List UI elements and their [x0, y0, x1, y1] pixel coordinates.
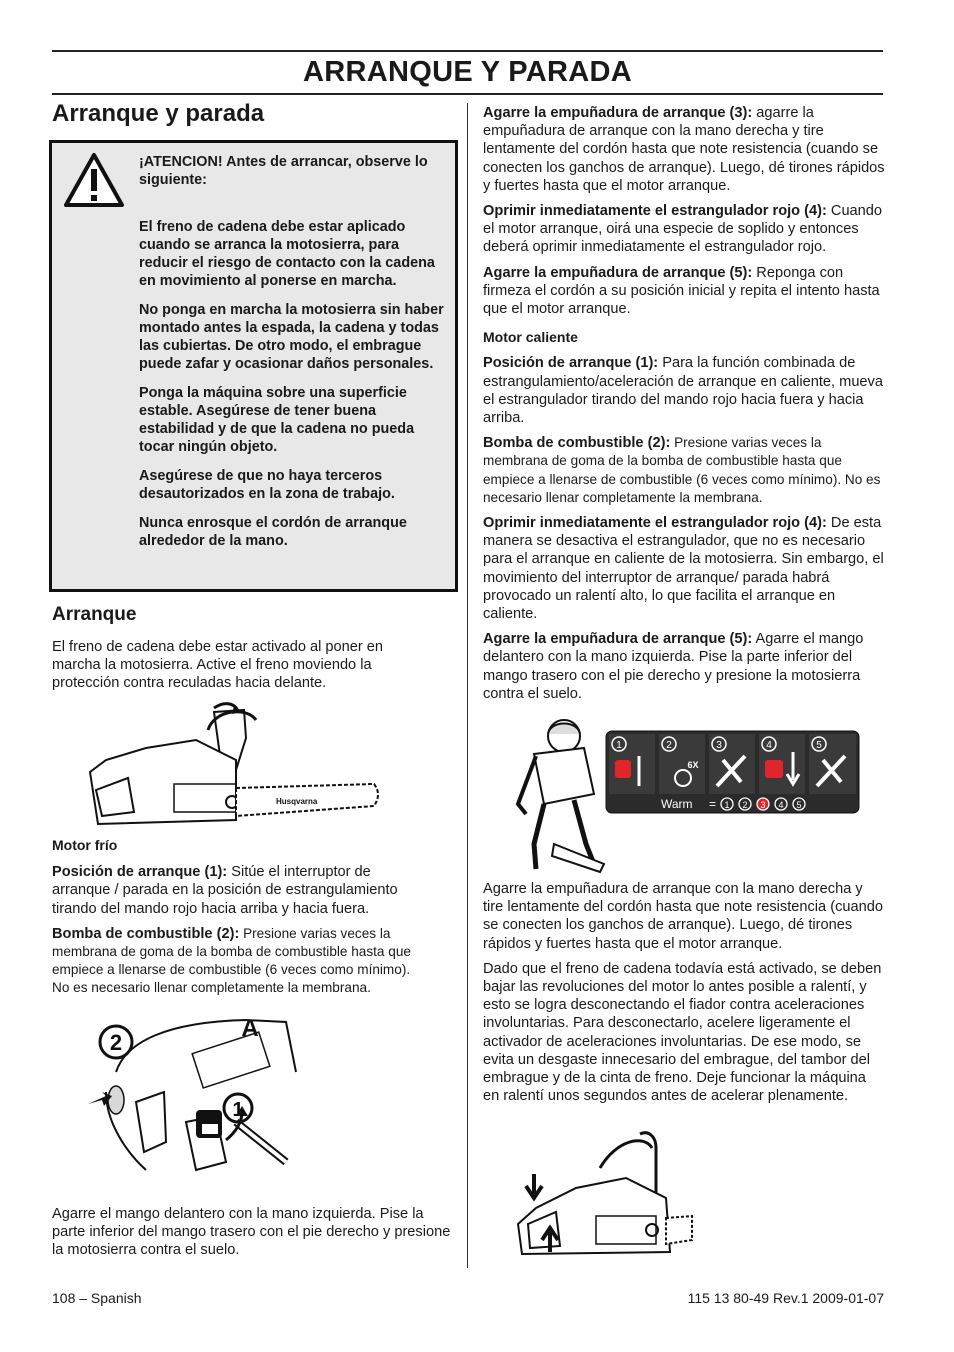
- subsection-title: Arranque: [52, 604, 137, 625]
- paragraph-press-choke: [483, 202, 885, 257]
- paragraph-warm-grip: [483, 630, 885, 703]
- paragraph-fuel-pump: [52, 925, 424, 998]
- decal-step-4: [759, 734, 805, 794]
- label: Oprimir inmediatamente el estrangulador rojo (4):: [483, 515, 827, 532]
- arranque-intro: El freno de cadena debe estar activado al poner en marcha la motosierra. Active el freno moviendo la protección contra reculadas hacia delante.: [52, 639, 384, 692]
- chainsaw-throttle-illustration: [516, 1128, 696, 1258]
- paragraph-grip: Agarre el mango delantero con la mano izquierda. Pise la parte inferior del mango trasero con el pie derecho y presione la motosierra contra el suelo.: [52, 1206, 451, 1259]
- body: agarre la empuñadura de arranque con la mano derecha y tire lentamente del cordón hasta que note resistencia (cuando se conecten los ganchos de arranque). Luego, dé tirones rápidos y fuertes hasta que el motor arranque.: [483, 105, 885, 194]
- page-title: ARRANQUE Y PARADA: [303, 56, 632, 88]
- fig-label-2: 2: [109, 1030, 123, 1055]
- warning-line: Nunca enrosque el cordón de arranque alrededor de la mano.: [139, 515, 407, 549]
- label: Agarre la empuñadura de arranque (5):: [483, 631, 753, 648]
- saw-brand-label: Husqvarna: [276, 797, 318, 806]
- body: Para la función combinada de estrangulamiento/aceleración de arranque en caliente, mueva el estrangulador tirando del mando rojo hacia fuera y hacia arriba.: [483, 355, 883, 427]
- motor-caliente-heading: Motor caliente: [483, 329, 578, 346]
- paragraph-pull-again: [483, 264, 885, 319]
- svg-text:1: 1: [616, 740, 622, 751]
- column-divider: [467, 103, 468, 1268]
- chainsaw-brake-illustration: [86, 700, 386, 832]
- grip-block: [52, 1205, 452, 1260]
- right-column-bottom: [483, 880, 885, 1105]
- motor-frio-heading: Motor frío: [52, 837, 118, 853]
- svg-text:5: 5: [796, 800, 802, 810]
- label: Oprimir inmediatamente el estrangulador rojo (4):: [483, 203, 827, 220]
- svg-text:4: 4: [778, 800, 784, 810]
- body: Presione varias veces la membrana de goma de la bomba de combustible hasta que empiece a llenarse de combustible (6 veces como mínimo). No es necesario llenar completamente la membrana.: [483, 435, 881, 505]
- title-rule: [52, 93, 883, 95]
- choke-primer-illustration: [86, 1012, 308, 1172]
- paragraph-warm-position: [483, 354, 885, 427]
- label: Agarre la empuñadura de arranque (5):: [483, 264, 753, 281]
- decal-step-5: [809, 734, 856, 794]
- top-rule: [52, 50, 883, 52]
- paragraph-warm-choke: [483, 514, 885, 623]
- warning-line: No ponga en marcha la motosierra sin haber montado antes la espada, la cadena y todas las cubiertas. De otro modo, el embrague puede zafar y ocasionar daños personales.: [139, 302, 444, 372]
- label: Agarre la empuñadura de arranque (3):: [483, 105, 753, 121]
- decal-warm-label: Warm: [661, 797, 693, 811]
- start-decal: [605, 730, 860, 814]
- warning-box: [49, 140, 458, 592]
- decal-step-2: [659, 734, 705, 794]
- warning-triangle-icon: [60, 149, 128, 211]
- body: Cuando el motor arranque, oirá una especie de soplido y entonces deberá oprimir inmediatamente el estrangulador rojo.: [483, 203, 883, 256]
- body: Reponga con firmeza el cordón a su posición inicial y repita el intento hasta que el motor arranque.: [483, 264, 880, 318]
- operator-illustration: [514, 714, 606, 876]
- svg-text:2: 2: [742, 800, 748, 810]
- paragraph-idle: Dado que el freno de cadena todavía está activado, se deben bajar las revoluciones del motor lo antes posible a ralentí, y esto se logra desconectando el fiador contra aceleraciones involuntarias. Para desconectarlo, acelere ligeramente el activador de aceleraciones involuntarias. De ese modo, se evita un desgaste innecesario del embrague, del tambor del embrague y de la cinta de freno. Deje funcionar la máquina en ralentí unos segundos antes de acelerar plenamente.: [483, 960, 882, 1105]
- warning-line: Ponga la máquina sobre una superficie estable. Asegúrese de tener buena estabilidad y de que la cadena no pueda tocar ningún objeto.: [139, 385, 415, 455]
- document-id: 115 13 80-49 Rev.1 2009-01-07: [687, 1290, 884, 1306]
- paragraph-pull-slowly: Agarre la empuñadura de arranque con la mano derecha y tire lentamente del cordón hasta que note resistencia (cuando se conecten los ganchos de arranque). Luego, dé tirones rápidos y fuertes hasta que el motor arranque.: [483, 881, 883, 952]
- label: Bomba de combustible (2):: [52, 925, 240, 942]
- svg-text:4: 4: [766, 740, 772, 751]
- motor-frio-block: [52, 836, 424, 998]
- body: Agarre el mango delantero con la mano izquierda. Pise la parte inferior del mango trasero con el pie derecho y presione la motosierra contra el suelo.: [483, 631, 864, 702]
- paragraph-warm-pump: [483, 434, 885, 507]
- svg-text:3: 3: [760, 800, 766, 810]
- svg-text:5: 5: [816, 740, 822, 751]
- warning-text: [139, 153, 449, 561]
- decal-step-1: [609, 734, 655, 794]
- arranque-intro-block: [52, 638, 422, 693]
- label: Bomba de combustible (2):: [483, 435, 671, 452]
- label: Posición de arranque (1):: [52, 864, 228, 881]
- warning-line: ¡ATENCION! Antes de arrancar, observe lo siguiente:: [139, 154, 428, 188]
- body: De esta manera se desactiva el estrangulador, que no es necesario para el arranque en caliente de la motosierra. Sin embargo, el movimiento del interruptor de arranque/ parada habrá provocado un ralentí alto, lo que facilita el arranque en caliente.: [483, 515, 884, 623]
- paragraph-pull-handle: [483, 104, 885, 195]
- right-column-top: [483, 104, 885, 703]
- decal-warm-equals: =: [709, 797, 717, 811]
- svg-text:3: 3: [716, 740, 722, 751]
- svg-text:2: 2: [666, 740, 672, 751]
- section-title: Arranque y parada: [52, 100, 265, 127]
- body: Sitúe el interruptor de arranque / parada en la posición de estrangulamiento tirando del mando rojo hacia arriba y hacia fuera.: [52, 864, 398, 917]
- svg-text:1: 1: [724, 800, 730, 810]
- svg-text:6X: 6X: [687, 760, 699, 770]
- warning-line: El freno de cadena debe estar aplicado cuando se arranca la motosierra, para reducir el riesgo de contacto con la cadena en movimiento al ponerse en marcha.: [139, 219, 435, 289]
- fig-label-1: 1: [232, 1099, 244, 1121]
- fig-label-a: A: [241, 1015, 259, 1042]
- paragraph-start-position: [52, 863, 424, 918]
- body: Presione varias veces la membrana de goma de la bomba de combustible hasta que empiece a llenarse de combustible (6 veces como mínimo). No es necesario llenar completamente la membrana.: [52, 925, 411, 996]
- decal-step-3: [709, 734, 755, 794]
- label: Posición de arranque (1):: [483, 355, 659, 372]
- warning-line: Asegúrese de que no haya terceros desautorizados en la zona de trabajo.: [139, 468, 395, 502]
- page-number: 108 – Spanish: [52, 1290, 142, 1306]
